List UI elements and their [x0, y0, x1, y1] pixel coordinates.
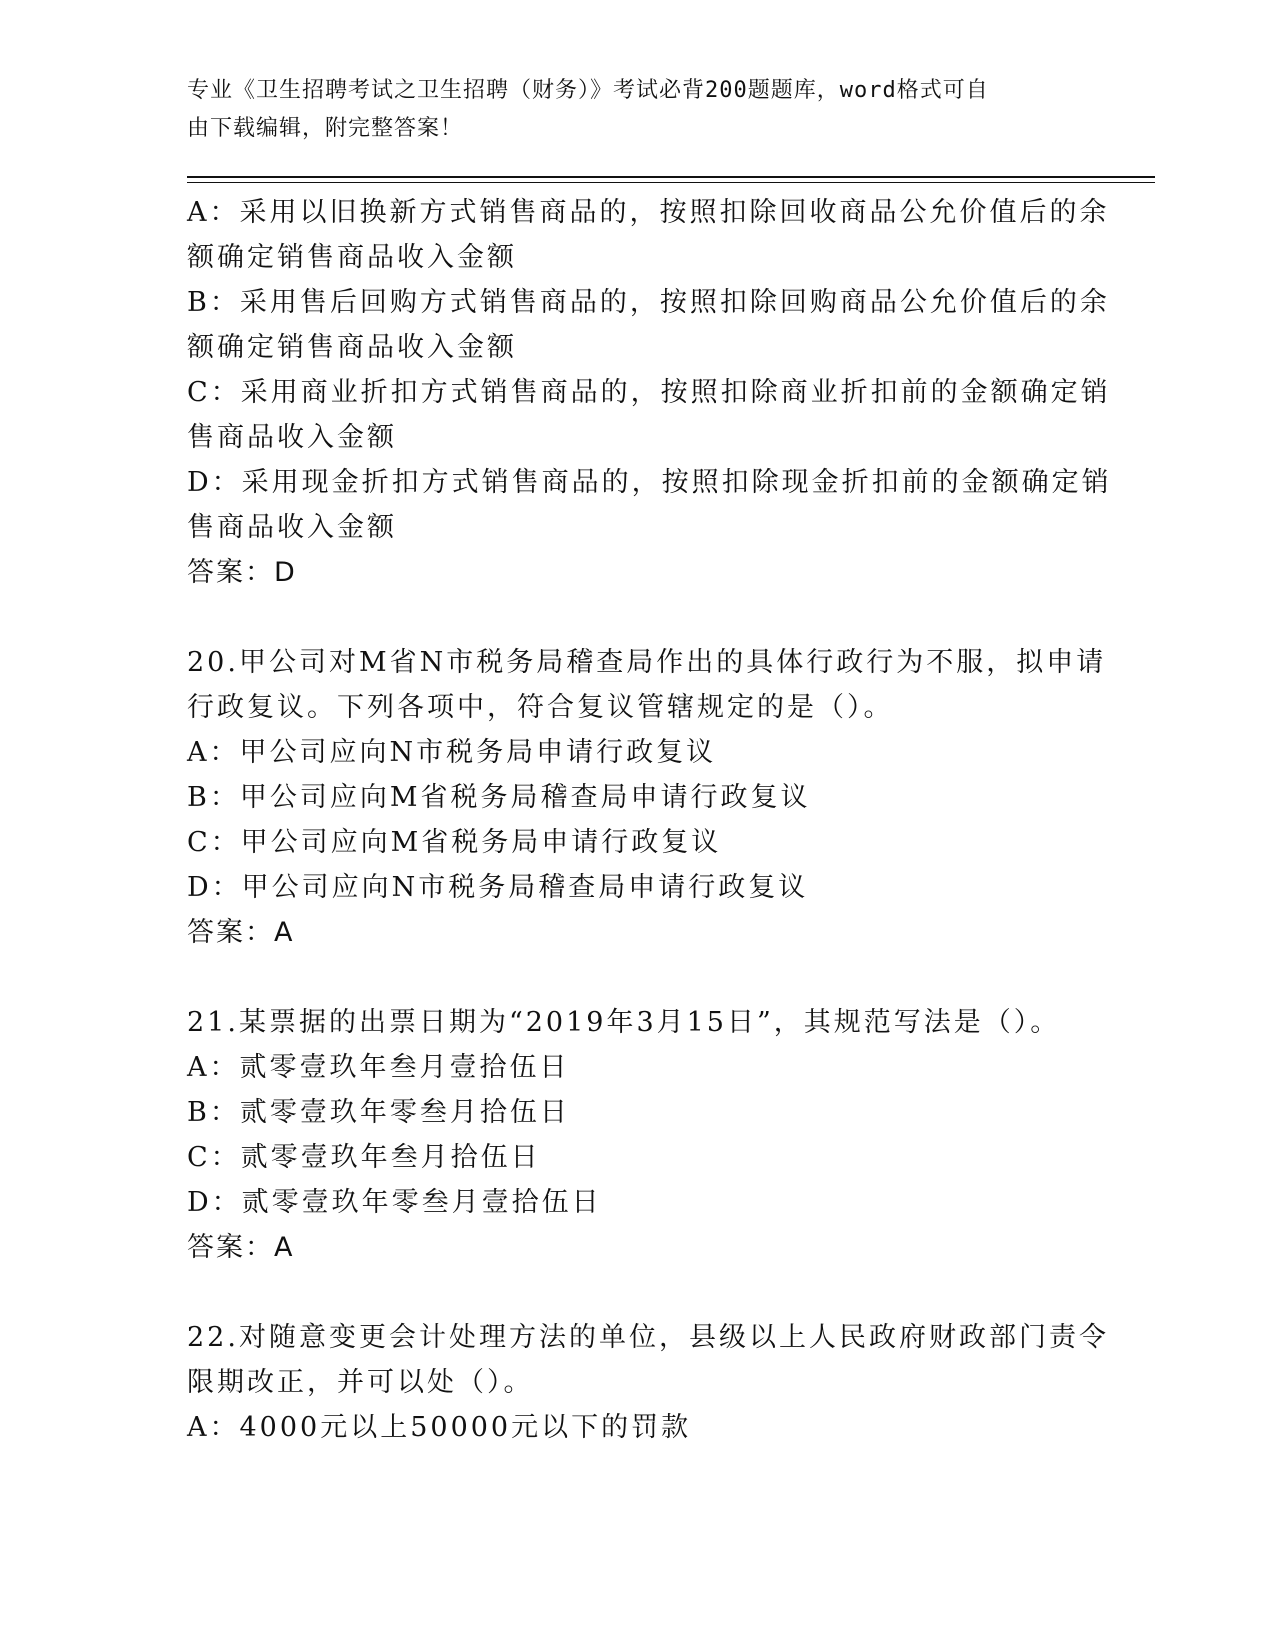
option-b: B：贰零壹玖年零叁月拾伍日 [187, 1097, 570, 1128]
question-19-options [187, 190, 1112, 595]
header-divider-thick [187, 176, 1155, 178]
header-divider-thin [187, 182, 1155, 183]
question-20 [187, 640, 1107, 955]
header-line-2: 由下载编辑，附完整答案！ [187, 116, 464, 141]
option-c: C：贰零壹玖年叁月拾伍日 [187, 1142, 541, 1173]
option-c-line-2: 售商品收入金额 [187, 422, 397, 453]
option-d-line-2: 售商品收入金额 [187, 512, 397, 543]
option-d: D：甲公司应向N市税务局稽查局申请行政复议 [187, 872, 809, 903]
question-list [187, 190, 1112, 1450]
option-a: A：贰零壹玖年叁月壹拾伍日 [187, 1052, 570, 1083]
answer: 答案：D [187, 557, 297, 588]
option-b: B：甲公司应向M省税务局稽查局申请行政复议 [187, 782, 811, 813]
answer: 答案：A [187, 917, 295, 948]
question-text-line-2: 行政复议。下列各项中，符合复议管辖规定的是（）。 [187, 692, 894, 723]
option-a-line-1: A：采用以旧换新方式销售商品的，按照扣除回收商品公允价值后的余 [187, 197, 1110, 228]
question-text-line-1: 22.对随意变更会计处理方法的单位，县级以上人民政府财政部门责令 [187, 1322, 1109, 1353]
option-c-line-1: C：采用商业折扣方式销售商品的，按照扣除商业折扣前的金额确定销 [187, 377, 1111, 408]
option-b-line-1: B：采用售后回购方式销售商品的，按照扣除回购商品公允价值后的余 [187, 287, 1110, 318]
question-text-line-1: 21.某票据的出票日期为“2019年3月15日”，其规范写法是（）。 [187, 1007, 1061, 1038]
document-header [187, 72, 1067, 148]
spacer [187, 595, 1087, 640]
option-a: A：4000元以上50000元以下的罚款 [187, 1412, 692, 1443]
question-21 [187, 1000, 1087, 1270]
answer: 答案：A [187, 1232, 295, 1263]
question-text-line-2: 限期改正，并可以处（）。 [187, 1367, 534, 1398]
option-d: D：贰零壹玖年零叁月壹拾伍日 [187, 1187, 602, 1218]
option-a: A：甲公司应向N市税务局申请行政复议 [187, 737, 717, 768]
spacer [187, 955, 1087, 1000]
spacer [187, 1270, 1087, 1315]
option-a-line-2: 额确定销售商品收入金额 [187, 242, 517, 273]
option-d-line-1: D：采用现金折扣方式销售商品的，按照扣除现金折扣前的金额确定销 [187, 467, 1112, 498]
header-line-1: 专业《卫生招聘考试之卫生招聘（财务）》考试必背200题题库，word格式可自 [187, 78, 989, 103]
option-b-line-2: 额确定销售商品收入金额 [187, 332, 517, 363]
question-22 [187, 1315, 1109, 1450]
question-text-line-1: 20.甲公司对M省N市税务局稽查局作出的具体行政行为不服，拟申请 [187, 647, 1107, 678]
option-c: C：甲公司应向M省税务局申请行政复议 [187, 827, 722, 858]
